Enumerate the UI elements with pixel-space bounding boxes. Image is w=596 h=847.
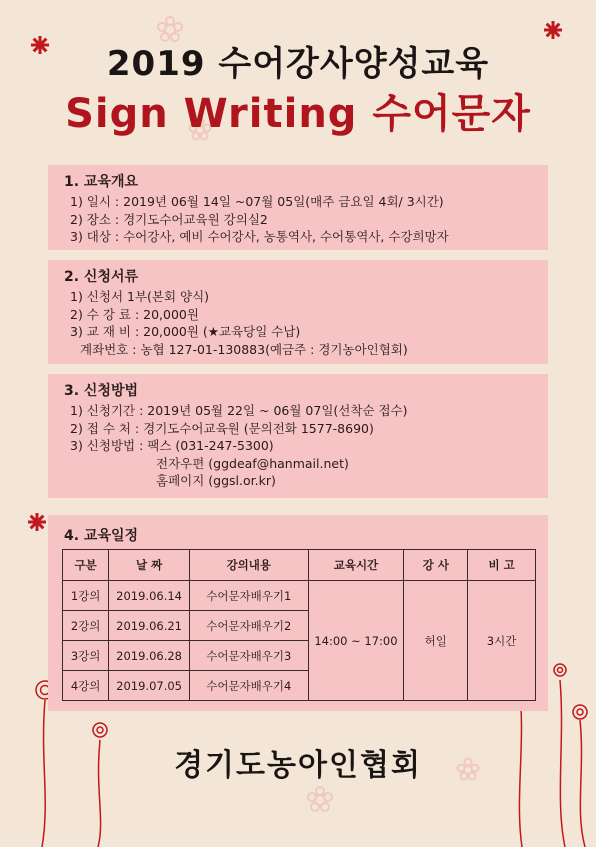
schedule-section	[48, 515, 548, 711]
faint-flower-icon	[308, 787, 332, 811]
date-cell: 2019.07.05	[109, 671, 190, 701]
method-line: 2) 접 수 처 : 경기도수어교육원 (문의전화 1577-8690)	[70, 420, 374, 436]
overview-line: 1) 일시 : 2019년 06월 14일 ~07월 05일(매주 금요일 4회/ 3시간)	[70, 194, 444, 209]
schedule-heading: 4. 교육일정	[64, 528, 139, 544]
session-cell: 1강의	[63, 581, 109, 611]
method-line: 1) 신청기간 : 2019년 05월 22일 ~ 06월 07일(선착순 접수)	[70, 403, 408, 418]
content-cell: 수어문자배우기3	[189, 641, 308, 671]
column-header: 날 짜	[109, 550, 190, 581]
overview-line: 2) 장소 : 경기도수어교육원 강의실2	[70, 211, 268, 227]
method-section	[48, 374, 548, 498]
column-header: 구분	[63, 550, 109, 581]
time-cell: 14:00 ~ 17:00	[308, 581, 404, 701]
overview-section	[48, 165, 548, 250]
documents-line: 3) 교 재 비 : 20,000원 (★교육당일 수납)	[70, 324, 301, 339]
organization-name: 경기도농아인협회	[174, 748, 422, 783]
schedule-table	[62, 549, 536, 701]
content-cell: 수어문자배우기2	[189, 611, 308, 641]
content-cell: 수어문자배우기1	[189, 581, 308, 611]
session-cell: 2강의	[63, 611, 109, 641]
page-subtitle: Sign Writing 수어문자	[65, 91, 531, 137]
column-header: 강 사	[404, 550, 468, 581]
documents-line: 2) 수 강 료 : 20,000원	[70, 306, 199, 322]
date-cell: 2019.06.14	[109, 581, 190, 611]
method-homepage-line: 홈페이지 (ggsl.or.kr)	[156, 473, 276, 488]
column-header: 교육시간	[308, 550, 404, 581]
page-title: 2019 수어강사양성교육	[106, 44, 490, 84]
documents-line: 1) 신청서 1부(본회 양식)	[70, 289, 210, 304]
method-line: 3) 신청방법 : 팩스 (031-247-5300)	[70, 438, 274, 453]
session-cell: 3강의	[63, 641, 109, 671]
method-heading: 3. 신청방법	[64, 383, 139, 399]
documents-section	[48, 260, 548, 364]
overview-line: 3) 대상 : 수어강사, 예비 수어강사, 농통역사, 수어통역사, 수강희망자	[70, 229, 449, 244]
note-cell: 3시간	[468, 581, 536, 701]
date-cell: 2019.06.28	[109, 641, 190, 671]
table-row	[63, 581, 536, 611]
date-cell: 2019.06.21	[109, 611, 190, 641]
content-cell: 수어문자배우기4	[189, 671, 308, 701]
column-header: 강의내용	[189, 550, 308, 581]
table-header-row	[63, 550, 536, 581]
method-email-line: 전자우편 (ggdeaf@hanmail.net)	[156, 455, 349, 471]
instructor-cell: 허일	[404, 581, 468, 701]
documents-heading: 2. 신청서류	[64, 269, 139, 285]
session-cell: 4강의	[63, 671, 109, 701]
account-line: 계좌번호 : 농협 127-01-130883(예금주 : 경기농아인협회)	[80, 341, 408, 357]
overview-heading: 1. 교육개요	[64, 174, 139, 190]
column-header: 비 고	[468, 550, 536, 581]
